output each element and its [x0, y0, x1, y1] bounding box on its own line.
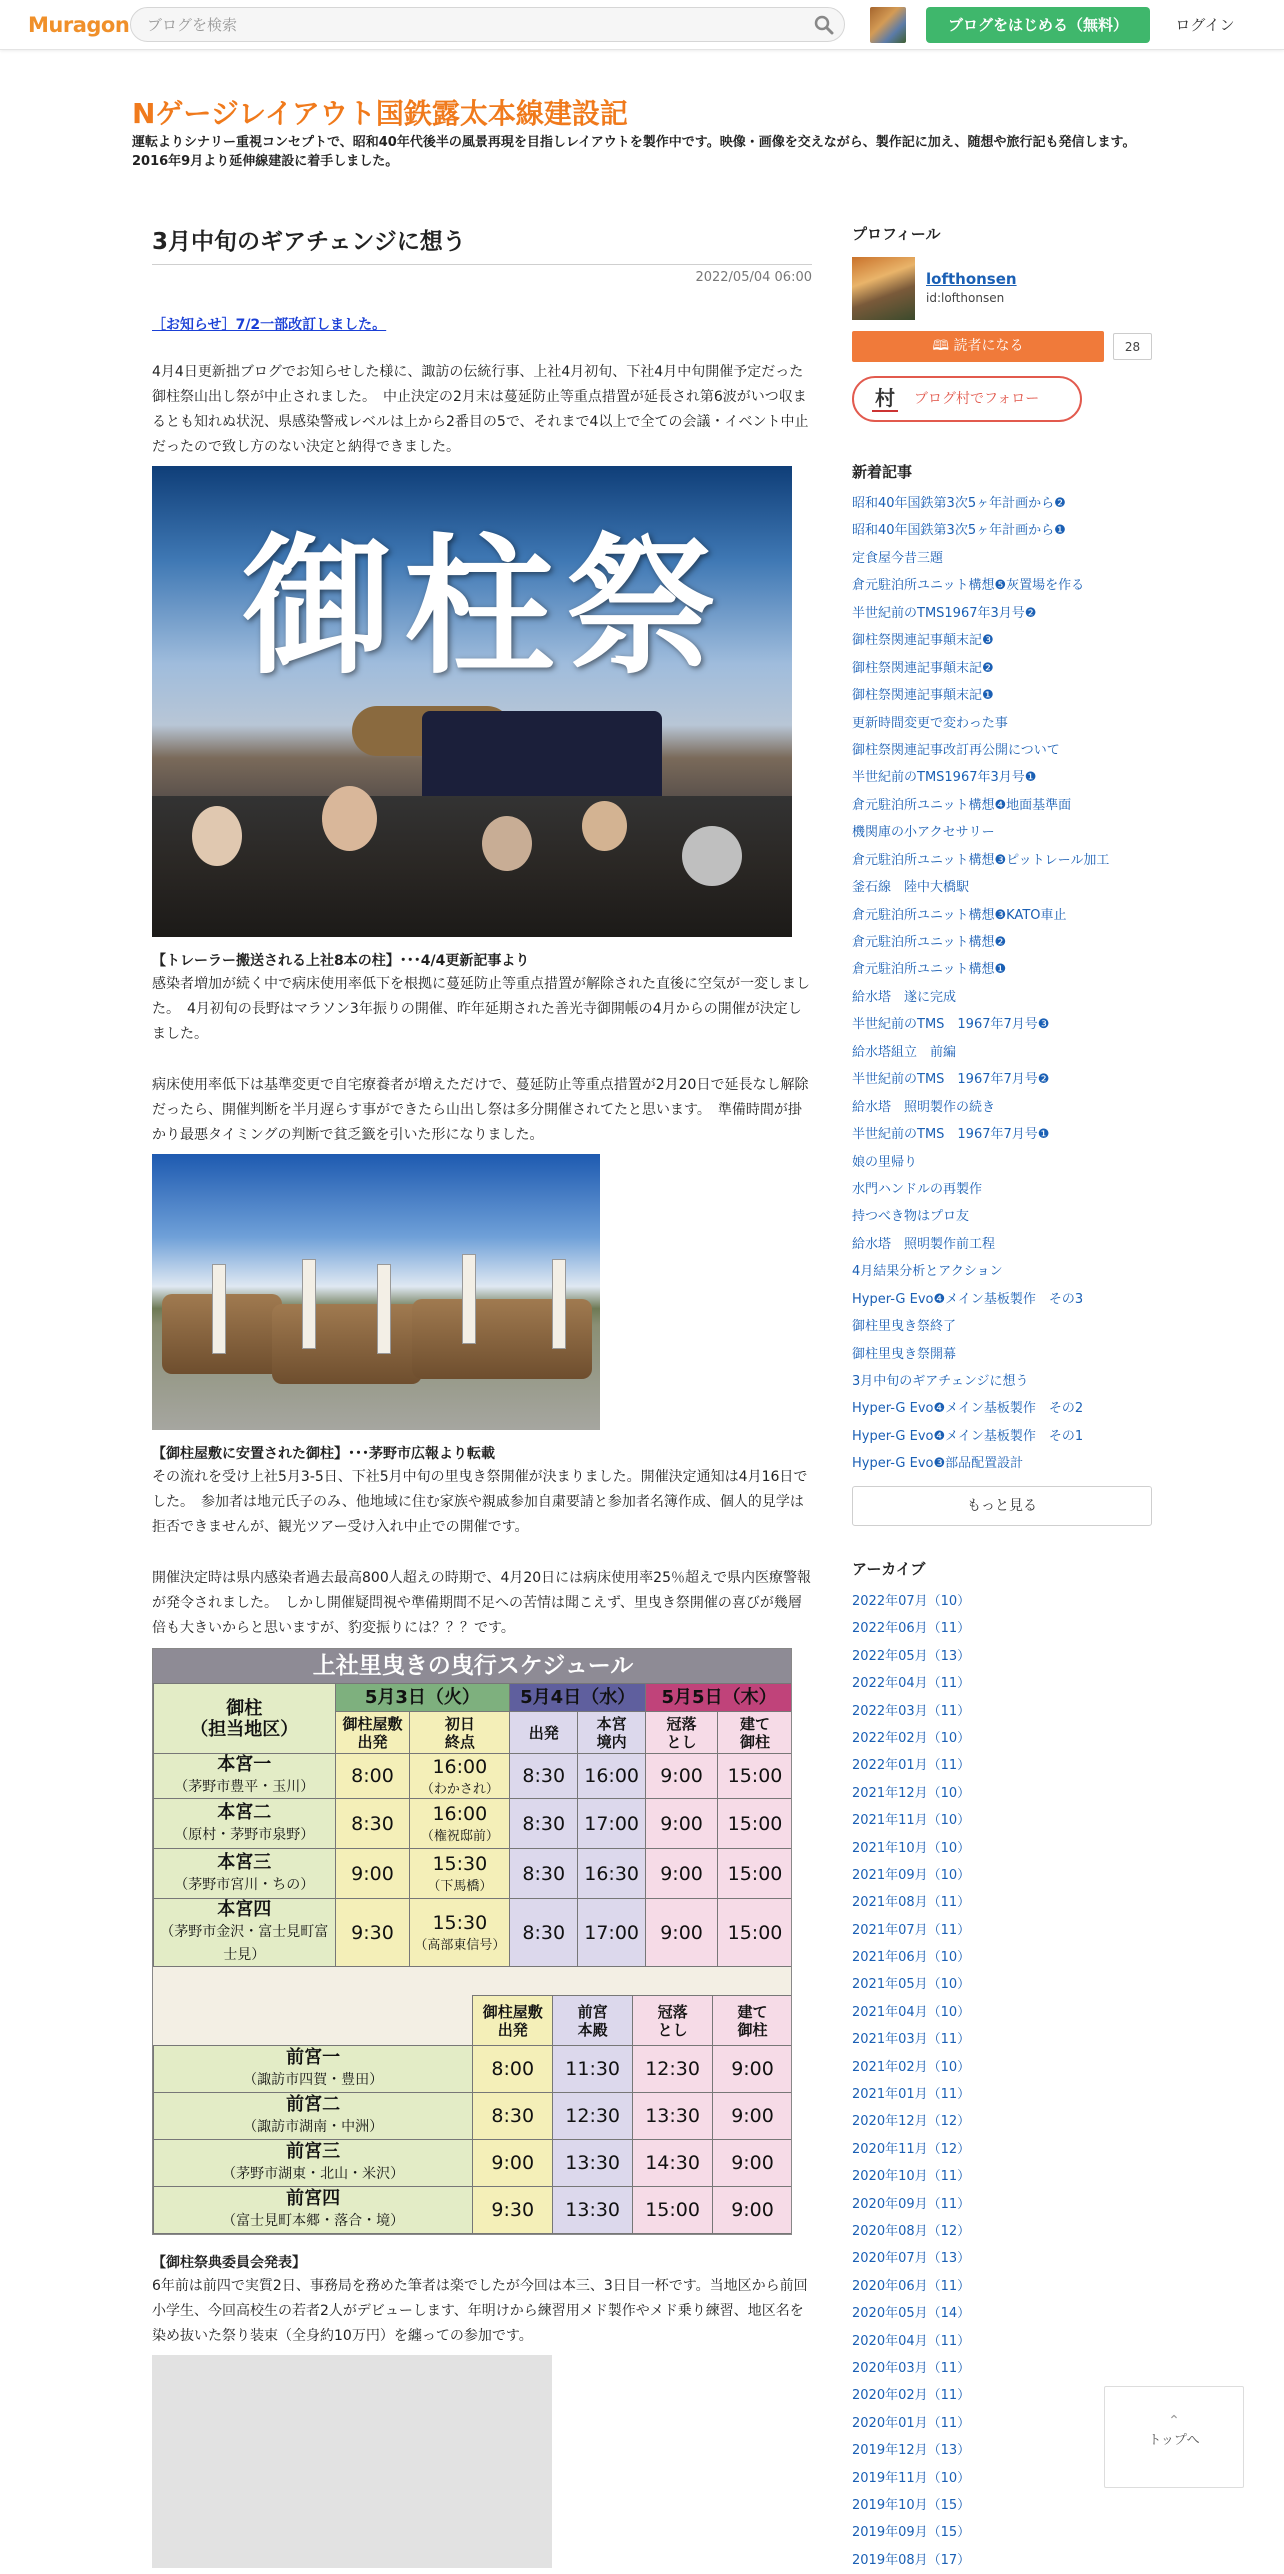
schedule-time: 16:30	[578, 1849, 646, 1899]
schedule-time: 15:00	[718, 1849, 792, 1899]
recent-post-link[interactable]: 水門ハンドルの再製作	[852, 1181, 983, 1197]
profile-name-link[interactable]: lofthonsen	[926, 270, 1017, 288]
recent-post-item	[852, 1450, 1152, 1477]
archive-item	[852, 1670, 1152, 1697]
recent-post-link[interactable]: 半世紀前のTMS1967年3月号❶	[852, 770, 1037, 786]
article-paragraph-3: 病床使用率低下は基準変更で自宅療養者が増えただけで、蔓延防止等重点措置が2月20日で延長なし解除だったら、開催判断を半月遅らす事ができたら山出し祭は多分開催されてたと思います。 準備時間が掛かり最悪タイミングの判断で貧乏籤を引いた形になりました。	[152, 1077, 809, 1143]
archive-item	[852, 1999, 1152, 2026]
recent-post-link[interactable]: 御柱里曳き祭終了	[852, 1319, 957, 1335]
recent-post-item	[852, 1286, 1152, 1313]
image-title-text: 御柱祭	[242, 519, 729, 695]
schedule-cell	[154, 1849, 336, 1899]
schedule-time: 15:30	[432, 1853, 488, 1875]
schedule-day-header: 5月5日（木）	[646, 1684, 792, 1712]
recent-post-link[interactable]: 給水塔 照明製作前工程	[852, 1236, 996, 1252]
recent-post-link[interactable]: 給水塔 照明製作の続き	[852, 1099, 996, 1115]
archive-item	[852, 1971, 1152, 1998]
recent-post-item	[852, 545, 1152, 572]
schedule-time: 8:00	[473, 2046, 553, 2093]
stake-shape	[462, 1254, 476, 1344]
schedule-time: 16:00	[578, 1754, 646, 1799]
archive-link[interactable]: 2021年08月（11）	[852, 1895, 971, 1911]
recent-post-item	[852, 984, 1152, 1011]
schedule-row-name: 本宮四	[217, 1899, 272, 1920]
archive-link[interactable]: 2021年09月（10）	[852, 1867, 971, 1883]
archive-link[interactable]: 2021年04月（10）	[852, 2004, 971, 2020]
back-to-top-label: トップへ	[1148, 2433, 1200, 2448]
schedule-cell	[154, 1996, 473, 2046]
archive-link[interactable]: 2022年05月（13）	[852, 1648, 971, 1664]
schedule-row-name: 本宮三	[217, 1851, 272, 1873]
user-thumbnail[interactable]	[870, 7, 906, 43]
schedule-cell	[154, 2140, 473, 2187]
recent-post-link[interactable]: 御柱祭関連記事顛末記❶	[852, 688, 994, 704]
recent-post-item	[852, 1341, 1152, 1368]
schedule-cell	[410, 1899, 510, 1967]
schedule-row	[154, 1799, 793, 1849]
schedule-time: 8:30	[510, 1754, 578, 1799]
schedule-time: 13:30	[553, 2187, 633, 2234]
reader-count: 28	[1113, 333, 1152, 360]
recent-post-link[interactable]: 3月中旬のギアチェンジに想う	[852, 1374, 1029, 1389]
archive-item	[852, 1752, 1152, 1779]
schedule-time: 9:00	[646, 1799, 718, 1849]
article-image-onbashira-trailer	[152, 466, 792, 937]
schedule-cell	[154, 2046, 473, 2093]
schedule-time: 8:30	[510, 1849, 578, 1899]
recent-post-item	[852, 1176, 1152, 1203]
schedule-time: 9:00	[713, 2140, 792, 2187]
archive-link[interactable]: 2021年12月（10）	[852, 1785, 971, 1801]
archive-link[interactable]: 2020年05月（14）	[852, 2306, 971, 2322]
archive-link[interactable]: 2019年09月（15）	[852, 2525, 971, 2541]
archive-link[interactable]: 2020年02月（11）	[852, 2388, 971, 2404]
recent-post-link[interactable]: 昭和40年国鉄第3次5ヶ年計画から❷	[852, 496, 1066, 511]
schedule-table-bottom	[153, 1995, 792, 2234]
recent-post-link[interactable]: 4月結果分析とアクション	[852, 1264, 1003, 1280]
recent-post-item	[852, 627, 1152, 654]
schedule-cell	[410, 1799, 510, 1849]
article-date: 2022/05/04 06:00	[695, 270, 812, 285]
archive-item	[852, 2547, 1152, 2574]
recent-post-link[interactable]: 半世紀前のTMS 1967年7月号❶	[852, 1127, 1050, 1143]
schedule-col-header: 本宮 境内	[578, 1712, 646, 1754]
schedule-title: 上社里曳きの曳行スケジュール	[153, 1649, 792, 1683]
schedule-row	[154, 1849, 793, 1899]
schedule-time: 14:30	[633, 2140, 713, 2187]
login-link[interactable]: ログイン	[1175, 16, 1235, 34]
schedule-col-header: 初日 終点	[410, 1712, 510, 1754]
archive-item	[852, 1917, 1152, 1944]
schedule-day-header: 5月4日（水）	[510, 1684, 646, 1712]
image-caption-3: 【御柱祭典委員会発表】	[152, 2255, 306, 2271]
schedule-col-header: 建て 御柱	[713, 1996, 792, 2046]
recent-post-link[interactable]: Hyper-G Evo❹メイン基板製作 その3	[852, 1291, 1084, 1307]
recent-post-link[interactable]: 倉元駐泊所ユニット構想❺灰置場を作る	[852, 578, 1085, 594]
person-shape	[192, 806, 242, 866]
schedule-col-header: 冠落 とし	[646, 1712, 718, 1754]
schedule-row	[154, 2093, 793, 2140]
schedule-row	[154, 1899, 793, 1967]
recent-post-item	[852, 710, 1152, 737]
profile-heading: プロフィール	[852, 225, 941, 243]
blogmura-icon: 村	[872, 386, 898, 412]
archive-item	[852, 2355, 1152, 2382]
search-input[interactable]	[147, 8, 787, 41]
archive-item	[852, 1944, 1152, 1971]
archive-item	[852, 1862, 1152, 1889]
schedule-time: 17:00	[578, 1899, 646, 1967]
archive-link[interactable]: 2019年11月（10）	[852, 2470, 971, 2486]
schedule-row-area: （茅野市金沢・富士見町富士見）	[160, 1924, 329, 1963]
recent-post-link[interactable]: 昭和40年国鉄第3次5ヶ年計画から❶	[852, 523, 1066, 539]
recent-post-item	[852, 655, 1152, 682]
schedule-row-area: （茅野市豊平・玉川）	[174, 1779, 315, 1795]
article-title[interactable]: 3月中旬のギアチェンジに想う	[152, 223, 812, 265]
archive-item	[852, 1725, 1152, 1752]
recent-post-link[interactable]: 倉元駐泊所ユニット構想❷	[852, 935, 1007, 950]
recent-post-item	[852, 1094, 1152, 1121]
archive-link[interactable]: 2021年03月（11）	[852, 2032, 971, 2048]
archive-item	[852, 1807, 1152, 1834]
recent-post-item	[852, 1203, 1152, 1230]
recent-post-item	[852, 956, 1152, 983]
archive-item	[852, 1889, 1152, 1916]
stake-shape	[302, 1259, 316, 1349]
article-paragraph-2: 感染者増加が続く中で病床使用率低下を根拠に蔓延防止等重点措置が解除された直後に空気が一変しました。 4月初旬の長野はマラソン3年振りの開催、昨年延期された善光寺御開帳の4月からの開催が決定しました。	[152, 976, 810, 1042]
recent-posts-list	[852, 490, 1152, 1478]
schedule-day-header: 5月3日（火）	[335, 1684, 510, 1712]
blogmura-follow-button[interactable]	[852, 376, 1082, 422]
archive-item	[852, 2191, 1152, 2218]
recent-post-link[interactable]: 給水塔組立 前編	[852, 1044, 957, 1060]
schedule-cell	[154, 2093, 473, 2140]
recent-post-link[interactable]: 半世紀前のTMS1967年3月号❷	[852, 605, 1037, 621]
schedule-time: 8:30	[335, 1799, 410, 1849]
schedule-row-name: 前宮四	[286, 2188, 341, 2209]
recent-post-item	[852, 737, 1152, 764]
schedule-time: 11:30	[553, 2046, 633, 2093]
schedule-row-name: 本宮二	[217, 1801, 272, 1823]
archive-link[interactable]: 2021年10月（10）	[852, 1840, 971, 1856]
schedule-time: 8:30	[510, 1899, 578, 1967]
recent-post-link[interactable]: 倉元駐泊所ユニット構想❶	[852, 962, 1007, 978]
schedule-row-area: （富士見町本郷・落合・境）	[222, 2213, 405, 2229]
schedule-time: 9:00	[713, 2187, 792, 2234]
archive-link[interactable]: 2020年07月（13）	[852, 2251, 971, 2267]
blogmura-follow-label: ブログ村でフォロー	[914, 391, 1040, 407]
schedule-time: 12:30	[553, 2093, 633, 2140]
recent-post-item	[852, 1039, 1152, 1066]
recent-post-item	[852, 819, 1152, 846]
recent-post-item	[852, 1423, 1152, 1450]
schedule-time: 16:00	[432, 1803, 488, 1825]
archive-link[interactable]: 2022年02月（10）	[852, 1730, 971, 1746]
recent-post-item	[852, 1395, 1152, 1422]
recent-post-link[interactable]: 釜石線 陸中大橋駅	[852, 880, 970, 896]
recent-posts-heading: 新着記事	[852, 463, 913, 481]
schedule-row-name: 前宮三	[286, 2141, 341, 2162]
archive-heading: アーカイブ	[852, 1560, 926, 1578]
archive-item	[852, 2273, 1152, 2300]
schedule-row-area: （諏訪市四賀・豊田）	[243, 2072, 384, 2088]
recent-post-link[interactable]: 倉元駐泊所ユニット構想❹地面基準面	[852, 797, 1072, 813]
archive-link[interactable]: 2020年01月（11）	[852, 2415, 971, 2431]
schedule-row	[154, 2140, 793, 2187]
schedule-row-area: （諏訪市湖南・中洲）	[243, 2119, 384, 2135]
archive-link[interactable]: 2021年07月（11）	[852, 1922, 971, 1938]
recent-post-link[interactable]: 更新時間変更で変わった事	[852, 715, 1008, 731]
archive-link[interactable]: 2021年01月（11）	[852, 2087, 971, 2103]
recent-post-link[interactable]: Hyper-G Evo❸部品配置設計	[852, 1456, 1024, 1472]
archive-link[interactable]: 2020年08月（12）	[852, 2223, 971, 2239]
recent-post-item	[852, 764, 1152, 791]
archive-link[interactable]: 2020年04月（11）	[852, 2333, 971, 2349]
archive-item	[852, 2218, 1152, 2245]
stake-shape	[377, 1264, 391, 1354]
schedule-place: （高部東信号）	[414, 1938, 506, 1953]
schedule-time: 9:30	[335, 1899, 410, 1967]
schedule-col-header: 建て 御柱	[718, 1712, 792, 1754]
recent-post-item	[852, 847, 1152, 874]
start-blog-button[interactable]: ブログをはじめる（無料）	[926, 7, 1150, 43]
recent-post-link[interactable]: 御柱祭関連記事顛末記❷	[852, 660, 994, 676]
chevron-up-icon: ⌃	[1168, 2413, 1180, 2429]
recent-post-item	[852, 902, 1152, 929]
schedule-cell	[410, 1849, 510, 1899]
schedule-time: 8:00	[335, 1754, 410, 1799]
schedule-cell	[154, 2187, 473, 2234]
schedule-time: 8:30	[510, 1799, 578, 1849]
recent-post-item	[852, 572, 1152, 599]
recent-post-link[interactable]: 定食屋今昔三題	[852, 550, 944, 566]
profile-avatar[interactable]	[852, 257, 915, 320]
schedule-time: 9:00	[335, 1849, 410, 1899]
schedule-time: 12:30	[633, 2046, 713, 2093]
recent-post-link[interactable]: 機関庫の小アクセサリー	[852, 825, 995, 841]
recent-post-link[interactable]: Hyper-G Evo❹メイン基板製作 その2	[852, 1401, 1084, 1417]
archive-link[interactable]: 2020年09月（11）	[852, 2196, 971, 2212]
schedule-row-name: 本宮一	[217, 1754, 272, 1775]
recent-post-item	[852, 1066, 1152, 1093]
schedule-row-area: （原村・茅野市泉野）	[174, 1826, 315, 1843]
archive-item	[852, 1698, 1152, 1725]
schedule-header: 御柱 （担当地区）	[154, 1684, 336, 1754]
blog-description: 運転よりシナリー重視コンセプトで、昭和40年代後半の風景再現を目指しレイアウトを製作中です。映像・画像を交えながら、製作記に加え、随想や旅行記も発信します。2016年9月より延伸線建設に着手しました。	[132, 135, 1136, 169]
recent-post-item	[852, 1121, 1152, 1148]
article-paragraph-4: その流れを受け上社5月3-5日、下社5月中旬の里曳き祭開催が決まりました。開催決定通知は4月16日でした。 参加者は地元氏子のみ、他地域に住む家族や親戚参加自粛要請と参加者名簿作成、個人的見学は拒否できませんが、観光ツアー受け入れ中止での開催です。	[152, 1469, 808, 1535]
recent-post-item	[852, 1231, 1152, 1258]
archive-item	[852, 2492, 1152, 2519]
archive-item	[852, 2108, 1152, 2135]
book-icon: 🕮	[932, 338, 950, 354]
schedule-cell	[154, 1754, 336, 1799]
blog-title[interactable]: Nゲージレイアウト国鉄露太本線建設記	[132, 97, 628, 130]
top-navigation-bar	[0, 0, 1284, 50]
schedule-time: 17:00	[578, 1799, 646, 1849]
schedule-col-header: 御柱屋敷 出発	[473, 1996, 553, 2046]
more-button[interactable]: もっと見る	[852, 1486, 1152, 1526]
recent-post-item	[852, 490, 1152, 517]
person-shape	[582, 801, 627, 851]
archive-item	[852, 2136, 1152, 2163]
schedule-time: 9:00	[646, 1754, 718, 1799]
schedule-place: （下馬橋）	[427, 1879, 493, 1894]
archive-link[interactable]: 2020年03月（11）	[852, 2360, 971, 2376]
article-paragraph-6: 6年前は前四で実質2日、事務局を務めた筆者は楽でしたが今回は本三、3日目一杯です。当地区から前回小学生、今回高校生の若者2人がデビューします、年明けから練習用メド製作やメド乗り練習、地区名を染め抜いた祭り装束（全身約10万円）を纏っての参加です。	[152, 2278, 808, 2344]
archive-item	[852, 1643, 1152, 1670]
subscribe-button[interactable]	[852, 331, 1104, 362]
schedule-time: 9:00	[646, 1849, 718, 1899]
person-shape	[322, 786, 377, 851]
archive-link[interactable]: 2020年11月（12）	[852, 2141, 971, 2157]
article-paragraph-5: 開催決定時は県内感染者過去最高800人超えの時期で、4月20日には病床使用率25％超えで県内医療警報が発令されました。 しかし開催疑問視や準備期間不足への苦情は聞こえず、里曳き祭開催の喜びが幾層倍も大きいからと思いますが、豹変振りには？？？です。	[152, 1570, 811, 1636]
schedule-row	[154, 2187, 793, 2234]
archive-link[interactable]: 2021年05月（10）	[852, 1977, 971, 1993]
schedule-row-name: 前宮一	[286, 2047, 341, 2068]
recent-post-item	[852, 1368, 1152, 1395]
archive-link[interactable]: 2022年01月（11）	[852, 1758, 971, 1774]
schedule-time: 15:00	[718, 1799, 792, 1849]
recent-post-link[interactable]: 半世紀前のTMS 1967年7月号❷	[852, 1072, 1050, 1088]
search-icon[interactable]	[814, 15, 834, 35]
image-caption-1: 【トレーラー搬送される上社8本の柱】･･･4/4更新記事より	[152, 953, 530, 969]
archive-link[interactable]: 2020年12月（12）	[852, 2114, 971, 2130]
profile-id: id:lofthonsen	[926, 291, 1005, 305]
schedule-time: 13:30	[633, 2093, 713, 2140]
recent-post-link[interactable]: 御柱祭関連記事顛末記❸	[852, 633, 994, 649]
schedule-time: 16:00	[432, 1755, 488, 1778]
recent-post-item	[852, 600, 1152, 627]
recent-post-item	[852, 929, 1152, 956]
archive-link[interactable]: 2019年12月（13）	[852, 2443, 971, 2459]
person-shape	[682, 826, 742, 886]
schedule-col-header: 御柱屋敷 出発	[335, 1712, 410, 1754]
archive-item	[852, 2300, 1152, 2327]
recent-post-item	[852, 517, 1152, 544]
schedule-row	[154, 1754, 793, 1799]
schedule-cell	[154, 1899, 336, 1967]
schedule-table-top	[153, 1683, 792, 1967]
recent-post-link[interactable]: 御柱祭関連記事改訂再公開について	[852, 742, 1060, 758]
recent-post-link[interactable]: Hyper-G Evo❹メイン基板製作 その1	[852, 1428, 1084, 1444]
archive-item	[852, 2519, 1152, 2546]
archive-link[interactable]: 2022年04月（11）	[852, 1676, 971, 1692]
schedule-place: （わかされ）	[420, 1781, 499, 1797]
search-box[interactable]	[130, 7, 845, 42]
archive-item	[852, 1780, 1152, 1807]
stake-shape	[212, 1264, 226, 1354]
schedule-cell	[410, 1754, 510, 1799]
archive-item	[852, 2026, 1152, 2053]
muragon-logo[interactable]: Muragon	[28, 13, 130, 37]
schedule-time: 15:00	[718, 1754, 792, 1799]
archive-link[interactable]: 2022年06月（11）	[852, 1621, 971, 1637]
image-caption-2: 【御柱屋敷に安置された御柱】･･･茅野市広報より転載	[152, 1446, 495, 1462]
recent-post-item	[852, 874, 1152, 901]
stake-shape	[552, 1259, 566, 1349]
schedule-row	[154, 2046, 793, 2093]
schedule-place: （権祝邸前）	[420, 1829, 499, 1844]
article-image-schedule	[152, 1648, 792, 2235]
archive-link[interactable]: 2021年06月（10）	[852, 1950, 971, 1966]
recent-post-link[interactable]: 娘の里帰り	[852, 1154, 918, 1170]
archive-link[interactable]: 2020年06月（11）	[852, 2278, 971, 2294]
recent-post-link[interactable]: 半世紀前のTMS 1967年7月号❸	[852, 1017, 1050, 1033]
article-paragraph-1: 4月4日更新拙ブログでお知らせした様に、諏訪の伝統行事、上社4月初旬、下社4月中旬開催予定だった御柱祭山出し祭が中止されました。 中止決定の2月末は蔓延防止等重点措置が延長され第6波がいつ収まるとも知れぬ状況、県感染警戒レベルは上から2番目の5で、それまで4以上で全ての会議・イベント中止だったので致し方のない決定と納得できました。	[152, 364, 809, 455]
schedule-time: 9:00	[473, 2140, 553, 2187]
crowd-shape	[152, 796, 792, 937]
schedule-col-header: 冠落 とし	[633, 1996, 713, 2046]
schedule-row-area: （茅野市宮川・ちの）	[174, 1876, 315, 1893]
recent-post-link[interactable]: 給水塔 遂に完成	[852, 989, 957, 1005]
schedule-cell	[154, 1799, 336, 1849]
schedule-time: 13:30	[553, 2140, 633, 2187]
schedule-time: 9:00	[713, 2093, 792, 2140]
schedule-row-area: （茅野市湖東・北山・米沢）	[222, 2166, 405, 2182]
schedule-time: 15:00	[718, 1899, 792, 1967]
article-image-onbashira-yashiki	[152, 1154, 600, 1430]
schedule-col-header: 前宮 本殿	[553, 1996, 633, 2046]
recent-post-item	[852, 1011, 1152, 1038]
archive-item	[852, 2245, 1152, 2272]
recent-post-link[interactable]: 倉元駐泊所ユニット構想❸ピットレール加工	[852, 852, 1110, 868]
archive-item	[852, 1835, 1152, 1862]
archive-item	[852, 2163, 1152, 2190]
schedule-time: 15:00	[633, 2187, 713, 2234]
notice-link[interactable]: ［お知らせ］7/2一部改訂しました。	[152, 317, 387, 333]
schedule-time: 9:30	[473, 2187, 553, 2234]
archive-link[interactable]: 2019年08月（17）	[852, 2552, 971, 2568]
archive-link[interactable]: 2020年10月（11）	[852, 2169, 971, 2185]
archive-link[interactable]: 2022年03月（11）	[852, 1703, 971, 1719]
archive-item	[852, 1588, 1152, 1615]
recent-post-item	[852, 1258, 1152, 1285]
archive-link[interactable]: 2021年11月（10）	[852, 1813, 971, 1829]
person-shape	[482, 816, 532, 871]
back-to-top-button[interactable]	[1104, 2386, 1244, 2488]
schedule-row-name: 前宮二	[286, 2094, 341, 2115]
recent-post-link[interactable]: 御柱里曳き祭開幕	[852, 1346, 957, 1362]
archive-item	[852, 1615, 1152, 1642]
schedule-time: 9:00	[713, 2046, 792, 2093]
subscribe-label: 読者になる	[953, 338, 1024, 354]
pillar-shape	[272, 1304, 422, 1384]
archive-item	[852, 2328, 1152, 2355]
recent-post-item	[852, 682, 1152, 709]
archive-link[interactable]: 2019年10月（15）	[852, 2497, 971, 2513]
archive-link[interactable]: 2022年07月（10）	[852, 1594, 971, 1609]
recent-post-item	[852, 1149, 1152, 1176]
schedule-time: 9:00	[646, 1899, 718, 1967]
recent-post-link[interactable]: 倉元駐泊所ユニット構想❸KATO車止	[852, 907, 1067, 923]
archive-item	[852, 2081, 1152, 2108]
schedule-time: 8:30	[473, 2093, 553, 2140]
archive-link[interactable]: 2021年02月（10）	[852, 2059, 971, 2075]
recent-post-link[interactable]: 持つべき物はプロ友	[852, 1209, 970, 1225]
article-image-placeholder	[152, 2355, 552, 2568]
archive-item	[852, 2054, 1152, 2081]
recent-post-item	[852, 1313, 1152, 1340]
recent-post-item	[852, 792, 1152, 819]
schedule-col-header: 出発	[510, 1712, 578, 1754]
schedule-time: 15:30	[432, 1912, 488, 1934]
